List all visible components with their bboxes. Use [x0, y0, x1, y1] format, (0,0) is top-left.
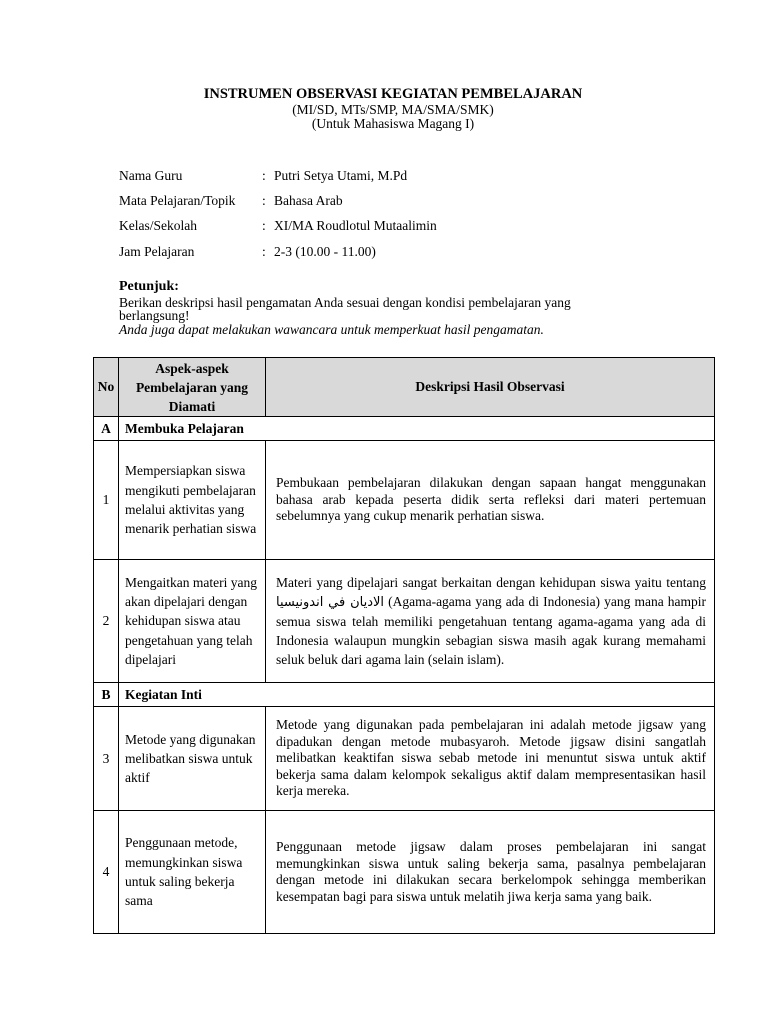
- row-number: 3: [94, 707, 119, 811]
- section-letter: B: [94, 683, 119, 707]
- row-deskripsi: Pembukaan pembelajaran dilakukan dengan sapaan hangat menggunakan bahasa arab kepada peserta didik serta refleksi dari materi pertemuan sebelumnya yang cukup menarik perhatian siswa.: [266, 441, 715, 560]
- header-aspek: Aspek-aspek Pembelajaran yang Diamati: [119, 358, 266, 417]
- row-number: 1: [94, 441, 119, 560]
- row-number: 2: [94, 560, 119, 683]
- info-label: Jam Pelajaran: [119, 243, 195, 259]
- document-header: [0, 86, 768, 131]
- arabic-text: الاديان في اندونيسيا: [276, 595, 385, 610]
- info-value: XI/MA Roudlotul Mutaalimin: [274, 218, 437, 234]
- info-colon: :: [262, 218, 266, 234]
- row-deskripsi: [266, 560, 715, 683]
- section-title: Kegiatan Inti: [119, 683, 715, 707]
- document-subtitle-audience: (Untuk Mahasiswa Magang I): [311, 116, 475, 131]
- info-label: Nama Guru: [119, 167, 183, 183]
- header-deskripsi: Deskripsi Hasil Observasi: [266, 358, 715, 417]
- row-aspek: Penggunaan metode, memungkinkan siswa untuk saling bekerja sama: [119, 811, 266, 934]
- teacher-info: [119, 163, 437, 264]
- instructions-line: Berikan deskripsi hasil pengamatan Anda sesuai dengan kondisi pembelajaran yang berlangsung!: [119, 294, 571, 323]
- info-label: Kelas/Sekolah: [119, 218, 197, 234]
- table-row: [94, 560, 715, 683]
- info-colon: :: [262, 167, 266, 183]
- table-header-row: [94, 358, 715, 417]
- row-aspek: Metode yang digunakan melibatkan siswa untuk aktif: [119, 707, 266, 811]
- info-value: 2-3 (10.00 - 11.00): [274, 243, 376, 259]
- deskripsi-text: Materi yang dipelajari sangat berkaitan dengan kehidupan siswa yaitu tentang: [276, 575, 706, 590]
- row-number: 4: [94, 811, 119, 934]
- info-label: Mata Pelajaran/Topik: [119, 192, 236, 208]
- info-row-mapel: [119, 188, 437, 213]
- row-aspek: Mengaitkan materi yang akan dipelajari dengan kehidupan siswa atau pengetahuan yang telah dipelajari: [119, 560, 266, 683]
- section-letter: A: [94, 417, 119, 441]
- info-row-guru: [119, 163, 437, 188]
- table-row: [94, 441, 715, 560]
- info-value: Putri Setya Utami, M.Pd: [274, 167, 408, 183]
- row-aspek: Mempersiapkan siswa mengikuti pembelajaran melalui aktivitas yang menarik perhatian siswa: [119, 441, 266, 560]
- observation-table: [93, 357, 715, 934]
- document-title: INSTRUMEN OBSERVASI KEGIATAN PEMBELAJARAN: [203, 86, 583, 102]
- row-deskripsi: Penggunaan metode jigsaw dalam proses pembelajaran ini sangat memungkinkan siswa untuk saling bekerja sama, pasalnya pembelajaran dengan metode ini dilakukan secara berkelompok sehingga memberikan kesempatan bagi para siswa untuk melatih jiwa kerja sama yang baik.: [266, 811, 715, 934]
- info-value: Bahasa Arab: [274, 192, 343, 208]
- info-colon: :: [262, 192, 266, 208]
- header-no: No: [94, 358, 119, 417]
- document-subtitle-levels: (MI/SD, MTs/SMP, MA/SMA/SMK): [292, 102, 494, 117]
- section-title: Membuka Pelajaran: [119, 417, 715, 441]
- table-row: [94, 811, 715, 934]
- instructions-note: Anda juga dapat melakukan wawancara untuk memperkuat hasil pengamatan.: [119, 321, 544, 337]
- instructions-heading: Petunjuk:: [119, 279, 179, 294]
- info-row-jam: [119, 239, 437, 264]
- info-colon: :: [262, 243, 266, 259]
- info-row-kelas: [119, 214, 437, 239]
- table-row: [94, 707, 715, 811]
- section-row-a: [94, 417, 715, 441]
- section-row-b: [94, 683, 715, 707]
- row-deskripsi: Metode yang digunakan pada pembelajaran ini adalah metode jigsaw yang dipadukan dengan metode mubasyaroh. Metode jigsaw disini sangatlah melibatkan keaktifan siswa sebab metode ini menuntut siswa untuk aktif bekerja sama dalam kelompok sekaligus aktif dalam mempresentasikan hasil kerja mereka.: [266, 707, 715, 811]
- instructions: [119, 280, 639, 336]
- deskripsi-text: (Agama-agama yang ada di Indonesia) yang mana hampir semua siswa telah memiliki pengetahuan tentang agama-agama yang ada di Indonesia walaupun mungkin sebagian siswa masih agak kurang memahami seluk beluk dari agama lain (selain islam).: [276, 594, 707, 667]
